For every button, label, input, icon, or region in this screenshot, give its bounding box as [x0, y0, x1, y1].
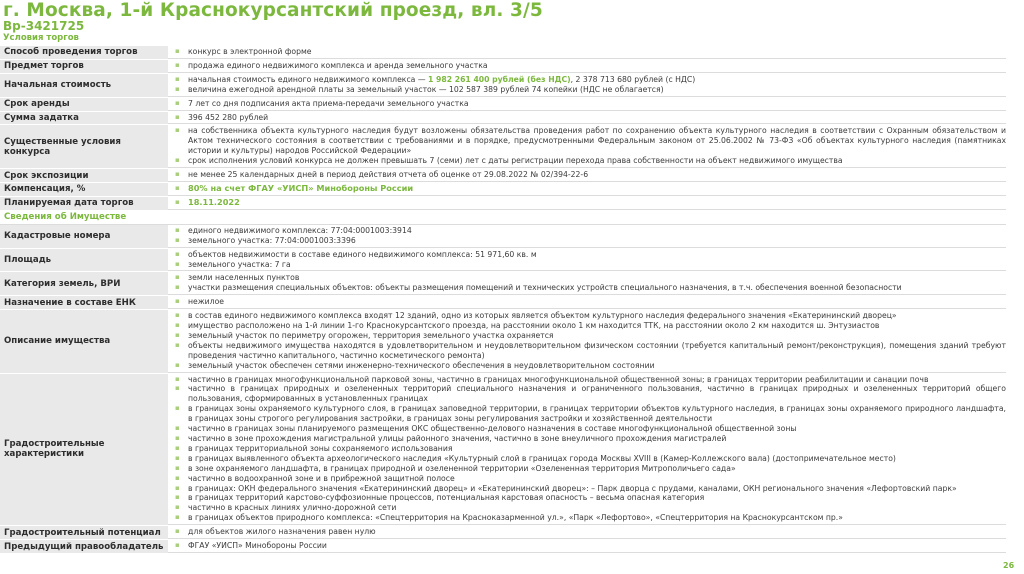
- table-row: [0, 183, 1006, 197]
- item-text: продажа единого недвижимого комплекса и аренда земельного участка: [188, 60, 488, 70]
- item-text: частично в границах зоны планируемого размещения ОКС общественно-делового назначения в составе многофункциональной общественной зоны: [188, 424, 797, 434]
- item-text: величина ежегодной арендной платы за земельный участок — 102 587 389 рублей 74 копейки (НДС не облагается): [188, 84, 664, 94]
- item-text: 80% на счет ФГАУ «УИСП» Минобороны России: [188, 182, 414, 193]
- row-label: Категория земель, ВРИ: [0, 272, 168, 295]
- list-item: [168, 484, 1006, 494]
- list-item: [168, 321, 1006, 331]
- item-text: частично в границах природных и озелененных территорий специального назначения и ограниченного пользования, частично в границах природных и озелененных территорий общего пользования, сформированных в установленных границах: [188, 384, 1006, 404]
- bullet-icon: ▪: [175, 360, 180, 369]
- list-item: [168, 464, 1006, 474]
- list-item: [168, 184, 1006, 194]
- table-row: [0, 225, 1006, 249]
- item-text: в границах территорий карстово-суффозионные процессов, потенциальная карстовая опасность – весьма опасная категория: [188, 493, 705, 503]
- bullet-icon: ▪: [175, 384, 180, 393]
- row-label: Существенные условия конкурса: [0, 125, 168, 168]
- list-item: [168, 424, 1006, 434]
- list-item: [168, 170, 1006, 180]
- item-text: в зоне охраняемого ландшафта, в границах природной и озелененной территории «Озелененная территория Митрополичьего сада»: [188, 463, 736, 473]
- bullet-icon: ▪: [175, 170, 180, 179]
- row-label: Градостроительные характеристики: [0, 374, 168, 526]
- row-label: Планируемая дата торгов: [0, 197, 168, 210]
- property-info-table: [0, 46, 1006, 554]
- bullet-icon: ▪: [175, 47, 180, 55]
- row-label: Назначение в составе ЕНК: [0, 296, 168, 309]
- list-item: [168, 126, 1006, 156]
- row-value: [168, 374, 1006, 526]
- list-item: [168, 404, 1006, 424]
- bullet-icon: ▪: [175, 112, 180, 121]
- section-header: Сведения об Имуществе: [0, 211, 1006, 225]
- list-item: [168, 375, 1006, 385]
- row-value: [168, 540, 1006, 553]
- table-row: [0, 374, 1006, 527]
- row-value: [168, 112, 1006, 125]
- list-item: [168, 384, 1006, 404]
- row-value: [168, 125, 1006, 168]
- row-label: Градостроительный потенциал: [0, 526, 168, 539]
- item-text: в границах территориальной зоны сохраняемого использования: [188, 443, 453, 453]
- bullet-icon: ▪: [175, 527, 180, 536]
- table-row: [0, 249, 1006, 273]
- item-text: частично в красных линиях улично-дорожной сети: [188, 503, 397, 513]
- list-item: [168, 454, 1006, 464]
- row-label: Срок экспозиции: [0, 169, 168, 182]
- item-text: частично в зоне прохождения магистральной улицы районного значения, частично в зоне внеуличного прохождения магистралей: [188, 434, 727, 443]
- bullet-icon: ▪: [175, 483, 180, 492]
- list-item: [168, 198, 1006, 208]
- row-label: Способ проведения торгов: [0, 46, 168, 59]
- bullet-icon: ▪: [175, 493, 180, 502]
- list-item: [168, 75, 1006, 85]
- table-row: [0, 60, 1006, 74]
- table-row: [0, 197, 1006, 211]
- row-value: [168, 98, 1006, 111]
- list-item: [168, 260, 1006, 270]
- table-row: [0, 272, 1006, 296]
- table-row: [0, 169, 1006, 183]
- row-value: [168, 249, 1006, 272]
- bullet-icon: ▪: [175, 183, 180, 192]
- row-value: [168, 169, 1006, 182]
- list-item: [168, 99, 1006, 109]
- row-value: [168, 46, 1006, 59]
- table-row: [0, 526, 1006, 540]
- row-label: Описание имущества: [0, 310, 168, 372]
- table-row: [0, 310, 1006, 373]
- highlighted-value: 1 982 261 400 рублей (без НДС): [427, 74, 571, 84]
- list-item: [168, 283, 1006, 293]
- bullet-icon: ▪: [175, 84, 180, 93]
- table-row: [0, 46, 1006, 60]
- row-value: [168, 526, 1006, 539]
- page-number: 26: [1003, 561, 1015, 570]
- row-label: Предмет торгов: [0, 60, 168, 73]
- item-text: земельный участок обеспечен сетями инженерно-технического обеспечения в неудовлетворительном состоянии: [188, 360, 655, 370]
- bullet-icon: ▪: [175, 463, 180, 472]
- list-item: [168, 311, 1006, 321]
- page-title: г. Москва, 1-й Краснокурсантский проезд, вл. 3/5: [3, 0, 543, 21]
- item-text: объекты недвижимого имущества находятся в удовлетворительном и неудовлетворительном физическом состоянии (требуется капитальный ремонт/реконструкция), помещения зданий требуют проведения частично капитального, частично косметического ремонта): [188, 340, 1006, 360]
- bullet-icon: ▪: [175, 225, 180, 234]
- bullet-icon: ▪: [175, 330, 180, 339]
- row-value: [168, 197, 1006, 210]
- list-item: [168, 236, 1006, 246]
- bullet-icon: ▪: [175, 404, 180, 413]
- item-text: земельного участка: 7 га: [188, 259, 291, 269]
- list-item: [168, 113, 1006, 123]
- list-item: [168, 434, 1006, 444]
- list-item: [168, 47, 1006, 57]
- item-text: на собственника объекта культурного наследия будут возложены обязательства проведения работ по сохранению объекта культурного наследия в соответствии с Охранным обязательством и Актом технического состояния в соответствии с требованиями и в порядке, предусмотренными Федеральным законом от 25.06.2002 № 73-ФЗ «Об объектах культурного наследия (памятниках истории и культуры) народов Российской Федерации»: [188, 126, 1006, 156]
- table-row: [0, 296, 1006, 310]
- item-text: земельного участка: 77:04:0001003:3396: [188, 235, 356, 245]
- list-item: [168, 361, 1006, 371]
- row-value: [168, 310, 1006, 372]
- bullet-icon: ▪: [175, 374, 180, 383]
- row-value: [168, 296, 1006, 309]
- bullet-icon: ▪: [175, 321, 180, 330]
- bullet-icon: ▪: [175, 98, 180, 107]
- section-title-trade-conditions: Условия торгов: [3, 33, 79, 43]
- item-text: нежилое: [188, 297, 225, 307]
- bullet-icon: ▪: [175, 156, 180, 165]
- item-text: для объектов жилого назначения равен нулю: [188, 527, 376, 537]
- bullet-icon: ▪: [175, 443, 180, 452]
- bullet-icon: ▪: [175, 311, 180, 320]
- row-value: [168, 225, 1006, 248]
- bullet-icon: ▪: [175, 453, 180, 462]
- item-text: частично в границах многофункциональной парковой зоны, частично в границах многофункциональной общественной зоны; в границах территории реабилитации и санации почв: [188, 374, 929, 384]
- list-item: [168, 474, 1006, 484]
- item-text: 18.11.2022: [188, 196, 240, 207]
- list-item: [168, 503, 1006, 513]
- list-item: [168, 226, 1006, 236]
- item-text: в границах выявленного объекта археологического наследия «Культурный слой в границах города Москвы XVIII в (Камер-Коллежского вала) (достопримечательное место): [188, 453, 896, 463]
- row-label: Компенсация, %: [0, 183, 168, 196]
- row-label: Кадастровые номера: [0, 225, 168, 248]
- item-text: начальная стоимость единого недвижимого комплекса —: [188, 74, 428, 84]
- bullet-icon: ▪: [175, 60, 180, 69]
- row-label: Предыдущий правообладатель: [0, 540, 168, 553]
- bullet-icon: ▪: [175, 126, 180, 135]
- bullet-icon: ▪: [175, 434, 180, 442]
- bullet-icon: ▪: [175, 513, 180, 522]
- item-text: в состав единого недвижимого комплекса входят 12 зданий, одно из которых является объектом культурного наследия федерального значения «Екатерининский дворец»: [188, 311, 897, 321]
- item-text: в границах зоны охраняемого культурного слоя, в границах заповедной территории, в границах территории объектов культурного наследия, в границах зоны охраняемого природного ландшафта, в границах зоны строгого регулирования застройки, в границах зоны регулирования застройки и хозяйственной деятельности: [188, 404, 1006, 424]
- bullet-icon: ▪: [175, 74, 180, 83]
- bullet-icon: ▪: [175, 235, 180, 244]
- bullet-icon: ▪: [175, 541, 180, 550]
- table-row: [0, 112, 1006, 126]
- row-value: [168, 183, 1006, 196]
- item-text: объектов недвижимости в составе единого недвижимого комплекса: 51 971,60 кв. м: [188, 249, 537, 259]
- bullet-icon: ▪: [175, 249, 180, 258]
- list-item: [168, 250, 1006, 260]
- item-text: в границах объектов природного комплекса: «Спецтерритория на Красноказарменной ул.», «Парк «Лефортово», «Спецтерритория на Краснокурсантском пр.»: [188, 513, 843, 523]
- item-text: единого недвижимого комплекса: 77:04:0001003:3914: [188, 225, 412, 235]
- list-item: [168, 527, 1006, 537]
- row-label: Срок аренды: [0, 98, 168, 111]
- item-text: 7 лет со дня подписания акта приема-передачи земельного участка: [188, 98, 469, 108]
- bullet-icon: ▪: [175, 424, 180, 433]
- list-item: [168, 61, 1006, 71]
- bullet-icon: ▪: [175, 273, 180, 282]
- row-label: Начальная стоимость: [0, 74, 168, 97]
- list-item: [168, 513, 1006, 523]
- item-text: конкурс в электронной форме: [188, 47, 312, 56]
- list-item: [168, 493, 1006, 503]
- bullet-icon: ▪: [175, 473, 180, 482]
- row-value: [168, 74, 1006, 97]
- bullet-icon: ▪: [175, 297, 180, 306]
- item-text: в границах: ОКН федерального значения «Екатерининский дворец» и «Екатерининский дворец»: – Парк дворца с прудами, каналами, ОКН регионального значения «Лефортовский парк»: [188, 483, 957, 493]
- item-text: частично в водоохранной зоне и в прибрежной защитной полосе: [188, 473, 455, 483]
- list-item: [168, 297, 1006, 307]
- row-label: Площадь: [0, 249, 168, 272]
- list-item: [168, 341, 1006, 361]
- item-text: имущество расположено на 1-й линии 1-го Краснокурсантского проезда, на расстоянии около 1 км находится ТТК, на расстоянии около 2 км находится ш. Энтузиастов: [188, 321, 880, 331]
- item-text: срок исполнения условий конкурса не должен превышать 7 (семи) лет с даты регистрации перехода права собственности на объект недвижимого имущества: [188, 156, 843, 166]
- row-value: [168, 272, 1006, 295]
- bullet-icon: ▪: [175, 259, 180, 268]
- item-text: не менее 25 календарных дней в период действия отчета об оценке от 29.08.2022 № 02/394-22-6: [188, 170, 589, 180]
- list-item: [168, 541, 1006, 551]
- bullet-icon: ▪: [175, 283, 180, 292]
- bullet-icon: ▪: [175, 340, 180, 349]
- table-row: [0, 74, 1006, 98]
- item-text: земли населенных пунктов: [188, 273, 300, 283]
- row-label: Сумма задатка: [0, 112, 168, 125]
- row-value: [168, 60, 1006, 73]
- table-row: [0, 125, 1006, 169]
- list-item: [168, 156, 1006, 166]
- list-item: [168, 85, 1006, 95]
- lot-id: Вр-3421725: [3, 19, 85, 33]
- item-text: , 2 378 713 680 рублей (с НДС): [570, 74, 696, 84]
- item-text: 396 452 280 рублей: [188, 112, 269, 122]
- list-item: [168, 273, 1006, 283]
- bullet-icon: ▪: [175, 503, 180, 512]
- bullet-icon: ▪: [175, 197, 180, 206]
- table-row: [0, 98, 1006, 112]
- item-text: ФГАУ «УИСП» Минобороны России: [188, 541, 327, 551]
- table-row: [0, 540, 1006, 554]
- list-item: [168, 444, 1006, 454]
- item-text: участки размещения специальных объектов: объекты размещения помещений и технических устройств специального назначения, в т.ч. обеспечения военной безопасности: [188, 283, 902, 293]
- item-text: земельный участок по периметру огорожен, территория земельного участка охраняется: [188, 330, 554, 340]
- list-item: [168, 331, 1006, 341]
